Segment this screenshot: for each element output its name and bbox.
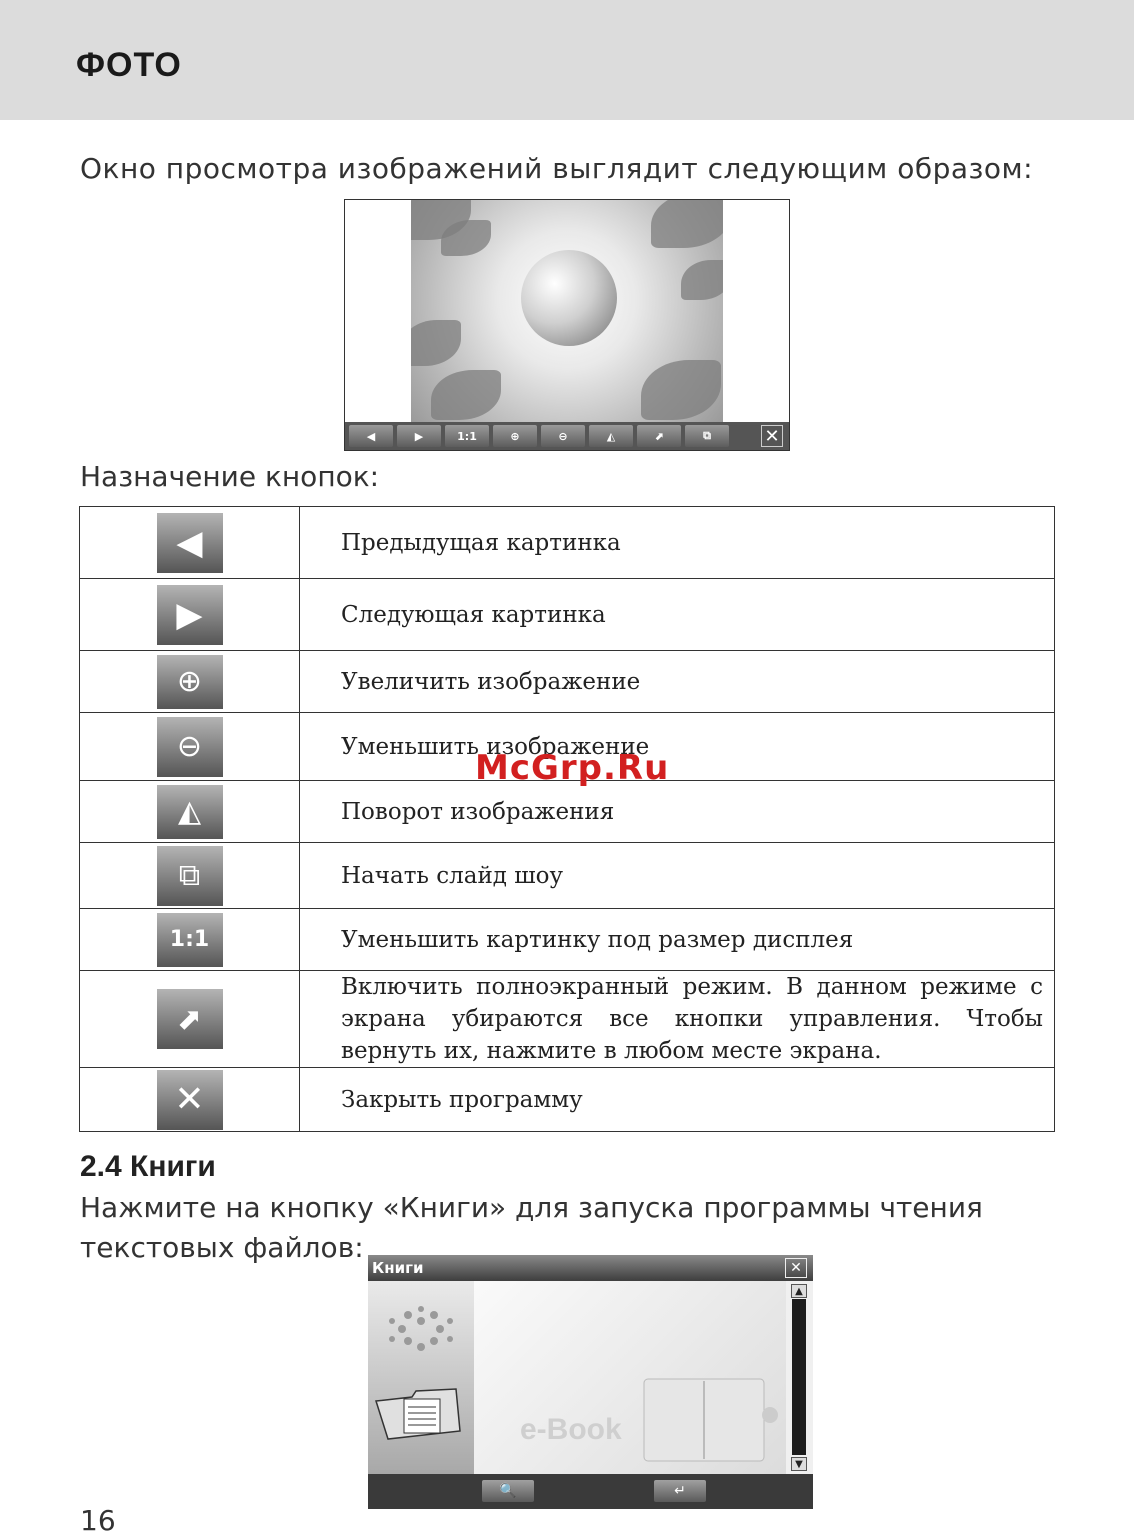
search-button[interactable]: [482, 1480, 534, 1502]
leaf-decoration: [681, 260, 723, 300]
table-row: [80, 579, 1055, 651]
close-icon: ✕: [157, 1070, 223, 1130]
leaf-decoration: [411, 320, 461, 366]
table-row: [80, 1068, 1055, 1132]
section-text: Нажмите на кнопку «Книги» для запуска программы чтения текстовых файлов:: [80, 1191, 983, 1264]
rotate-button[interactable]: ◭: [589, 425, 633, 447]
leaf-decoration: [431, 370, 501, 420]
leaf-decoration: [641, 360, 721, 420]
button-description: Начать слайд шоу: [300, 843, 1055, 909]
button-description: Поворот изображения: [300, 781, 1055, 843]
fullscreen-icon: ⬈: [157, 989, 223, 1049]
prev-button[interactable]: ◀: [349, 425, 393, 447]
buttons-table: [79, 506, 1055, 1132]
fullscreen-button[interactable]: ⬈: [637, 425, 681, 447]
one-to-one-label: 1:1: [457, 429, 477, 443]
scroll-track[interactable]: [792, 1299, 806, 1455]
ebook-logo: e-Book: [520, 1413, 622, 1446]
table-row: [80, 971, 1055, 1068]
slideshow-icon: ⧉: [157, 846, 223, 906]
one-to-one-icon: 1:1: [157, 913, 223, 967]
books-titlebar: [368, 1255, 813, 1281]
globe-image: [521, 250, 617, 346]
section-title: 2.4 Книги: [80, 1150, 216, 1183]
search-icon: 🔍: [499, 1483, 517, 1499]
intro-text: Окно просмотра изображений выглядит следующим образом:: [80, 152, 1034, 185]
books-content-area: [474, 1281, 786, 1474]
rotate-icon: ◭: [157, 785, 223, 839]
next-arrow-icon: ▶: [157, 585, 223, 645]
scroll-down-icon[interactable]: ▼: [791, 1457, 807, 1471]
next-button[interactable]: ▶: [397, 425, 441, 447]
page-header: [0, 0, 1134, 120]
books-bottom-bar: [368, 1474, 813, 1509]
button-description: Закрыть программу: [300, 1068, 1055, 1132]
books-window-title: Книги: [372, 1259, 424, 1277]
zoom-out-button[interactable]: ⊖: [541, 425, 585, 447]
button-description: Следующая картинка: [300, 579, 1055, 651]
button-description: Предыдущая картинка: [300, 507, 1055, 579]
folder-icon[interactable]: [368, 1281, 474, 1474]
viewer-photo: [411, 200, 723, 422]
books-sidebar: [368, 1281, 474, 1474]
table-row: [80, 781, 1055, 843]
close-button[interactable]: ✕: [761, 425, 783, 447]
books-scrollbar[interactable]: [786, 1281, 813, 1474]
books-close-button[interactable]: ✕: [785, 1258, 807, 1278]
zoom-out-icon: ⊖: [157, 717, 223, 777]
viewer-toolbar: [345, 422, 789, 450]
page-number: 16: [80, 1504, 116, 1537]
one-to-one-button[interactable]: [445, 425, 489, 447]
zoom-in-icon: ⊕: [157, 655, 223, 709]
page-title: ФОТО: [76, 46, 182, 84]
table-row: [80, 843, 1055, 909]
zoom-in-button[interactable]: ⊕: [493, 425, 537, 447]
button-description: Включить полноэкранный режим. В данном режиме с экрана убираются все кнопки управления. Чтобы вернуть их, нажмите в любом месте экрана.: [300, 971, 1055, 1068]
slideshow-button[interactable]: ⧉: [685, 425, 729, 447]
button-description: Уменьшить изображение: [300, 713, 1055, 781]
button-description: Уменьшить картинку под размер дисплея: [300, 909, 1055, 971]
table-row: [80, 651, 1055, 713]
books-window-screenshot: [368, 1255, 813, 1509]
enter-icon: ↵: [674, 1483, 686, 1499]
prev-arrow-icon: ◀: [157, 513, 223, 573]
enter-button[interactable]: [654, 1480, 706, 1502]
watermark: McGrp.Ru: [475, 748, 670, 788]
buttons-heading: Назначение кнопок:: [80, 460, 380, 493]
table-row: [80, 507, 1055, 579]
scroll-up-icon[interactable]: ▲: [791, 1284, 807, 1298]
table-row: [80, 909, 1055, 971]
button-description: Увеличить изображение: [300, 651, 1055, 713]
image-viewer-screenshot: [344, 199, 790, 451]
leaf-decoration: [651, 200, 723, 248]
